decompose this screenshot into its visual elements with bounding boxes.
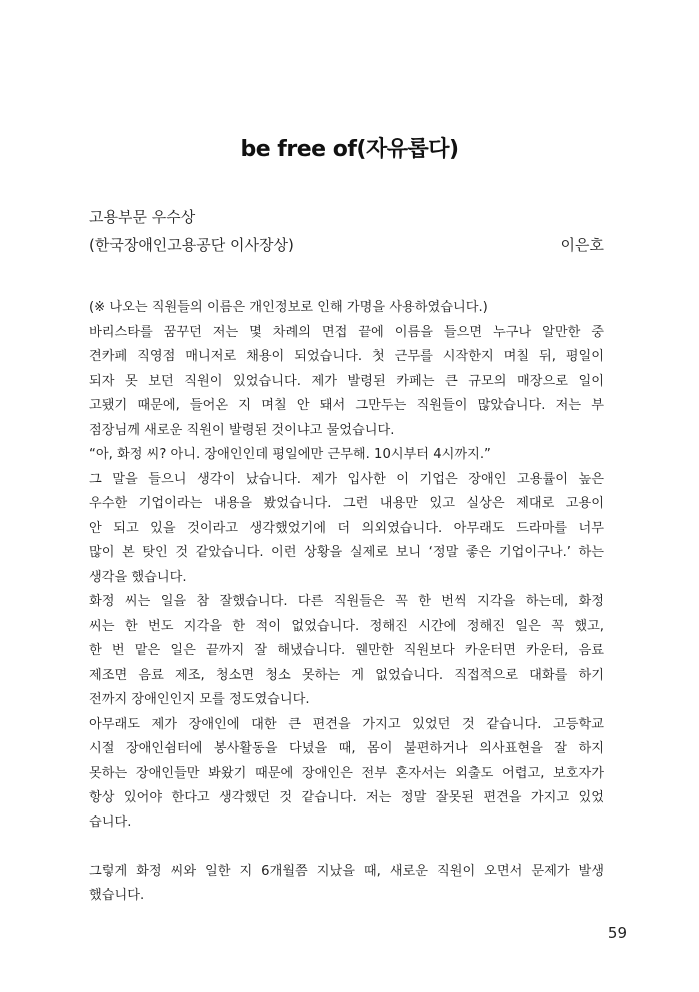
award-category: 고용부문 우수상 [89, 208, 196, 226]
award-organization: (한국장애인고용공단 이사장상) [89, 236, 294, 254]
body-line: 고됐기 때문에, 들어온 지 며칠 안 돼서 그만두는 직원들이 많았습니다. 저는 부 [89, 398, 604, 413]
body-line: 습니다. [89, 814, 132, 830]
body-line: 되자 못 보던 직원이 있었습니다. 제가 발령된 카페는 큰 규모의 매장으로 일이 [89, 373, 604, 389]
body-line: 못하는 장애인들만 봐왔기 때문에 장애인은 전부 혼자서는 외출도 어렵고, 보호자가 [89, 765, 604, 781]
page-number: 59 [607, 924, 627, 942]
body-line: (※ 나오는 직원들의 이름은 개인정보로 인해 가명을 사용하였습니다.) [89, 300, 488, 315]
body-line: 점장님께 새로운 직원이 발령된 것이냐고 물었습니다. [89, 422, 395, 438]
body-line: 안 되고 있을 것이라고 생각했었기에 더 의외였습니다. 아무래도 드라마를 너무 [89, 520, 604, 536]
body-line: 견카페 직영점 매니저로 채용이 되었습니다. 첫 근무를 시작한지 며칠 뒤, 평일이 [89, 349, 604, 364]
essay-body [89, 296, 604, 909]
body-line: 한 번 맡은 일은 끝까지 잘 해냈습니다. 웬만한 직원보다 카운터면 카운터, 음료 [89, 643, 604, 658]
body-line: 전까지 장애인인지 모를 정도였습니다. [89, 692, 310, 707]
body-line: 많이 본 탓인 것 같았습니다. 이런 상황을 실제로 보니 ‘정말 좋은 기업이구나.’ 하는 [89, 545, 604, 560]
body-line: 화정 씨는 일을 참 잘했습니다. 다른 직원들은 꼭 한 번씩 지각을 하는데, 화정 [89, 594, 604, 609]
body-line: 아무래도 제가 장애인에 대한 큰 편견을 가지고 있었던 것 같습니다. 고등학교 [89, 716, 604, 732]
body-line: 바리스타를 꿈꾸던 저는 몇 차례의 면접 끝에 이름을 들으면 누구나 알만한 중 [89, 324, 604, 340]
essay-title: be free of(자유롭다) [240, 137, 459, 162]
body-line: 항상 있어야 한다고 생각했던 것 같습니다. 저는 정말 잘못된 편견을 가지고 있었 [89, 790, 604, 805]
body-line: 시절 장애인쉼터에 봉사활동을 다녔을 때, 몸이 불편하거나 의사표현을 잘 하지 [89, 741, 604, 756]
body-line: 했습니다. [89, 888, 145, 903]
body-line: 그 말을 들으니 생각이 났습니다. 제가 입사한 이 기업은 장애인 고용률이 높은 [89, 471, 604, 487]
body-line: 생각을 했습니다. [89, 569, 187, 585]
body-line: 우수한 기업이라는 내용을 봤었습니다. 그런 내용만 있고 실상은 제대로 고용이 [89, 496, 604, 511]
body-line: “아, 화정 씨? 아니. 장애인인데 평일에만 근무해. 10시부터 4시까지.” [89, 447, 491, 462]
paragraph-gap [89, 835, 604, 860]
body-line: 제조면 음료 제조, 청소면 청소 못하는 게 없었습니다. 직접적으로 대화를 하기 [89, 667, 604, 683]
author-name: 이은호 [560, 236, 604, 254]
body-line: 그렇게 화정 씨와 일한 지 6개월쯤 지났을 때, 새로운 직원이 오면서 문제가 발생 [89, 863, 604, 879]
body-line: 씨는 한 번도 지각을 한 적이 없었습니다. 정해진 시간에 정해진 일은 꼭 했고, [89, 618, 604, 634]
award-organization-line [89, 234, 604, 255]
